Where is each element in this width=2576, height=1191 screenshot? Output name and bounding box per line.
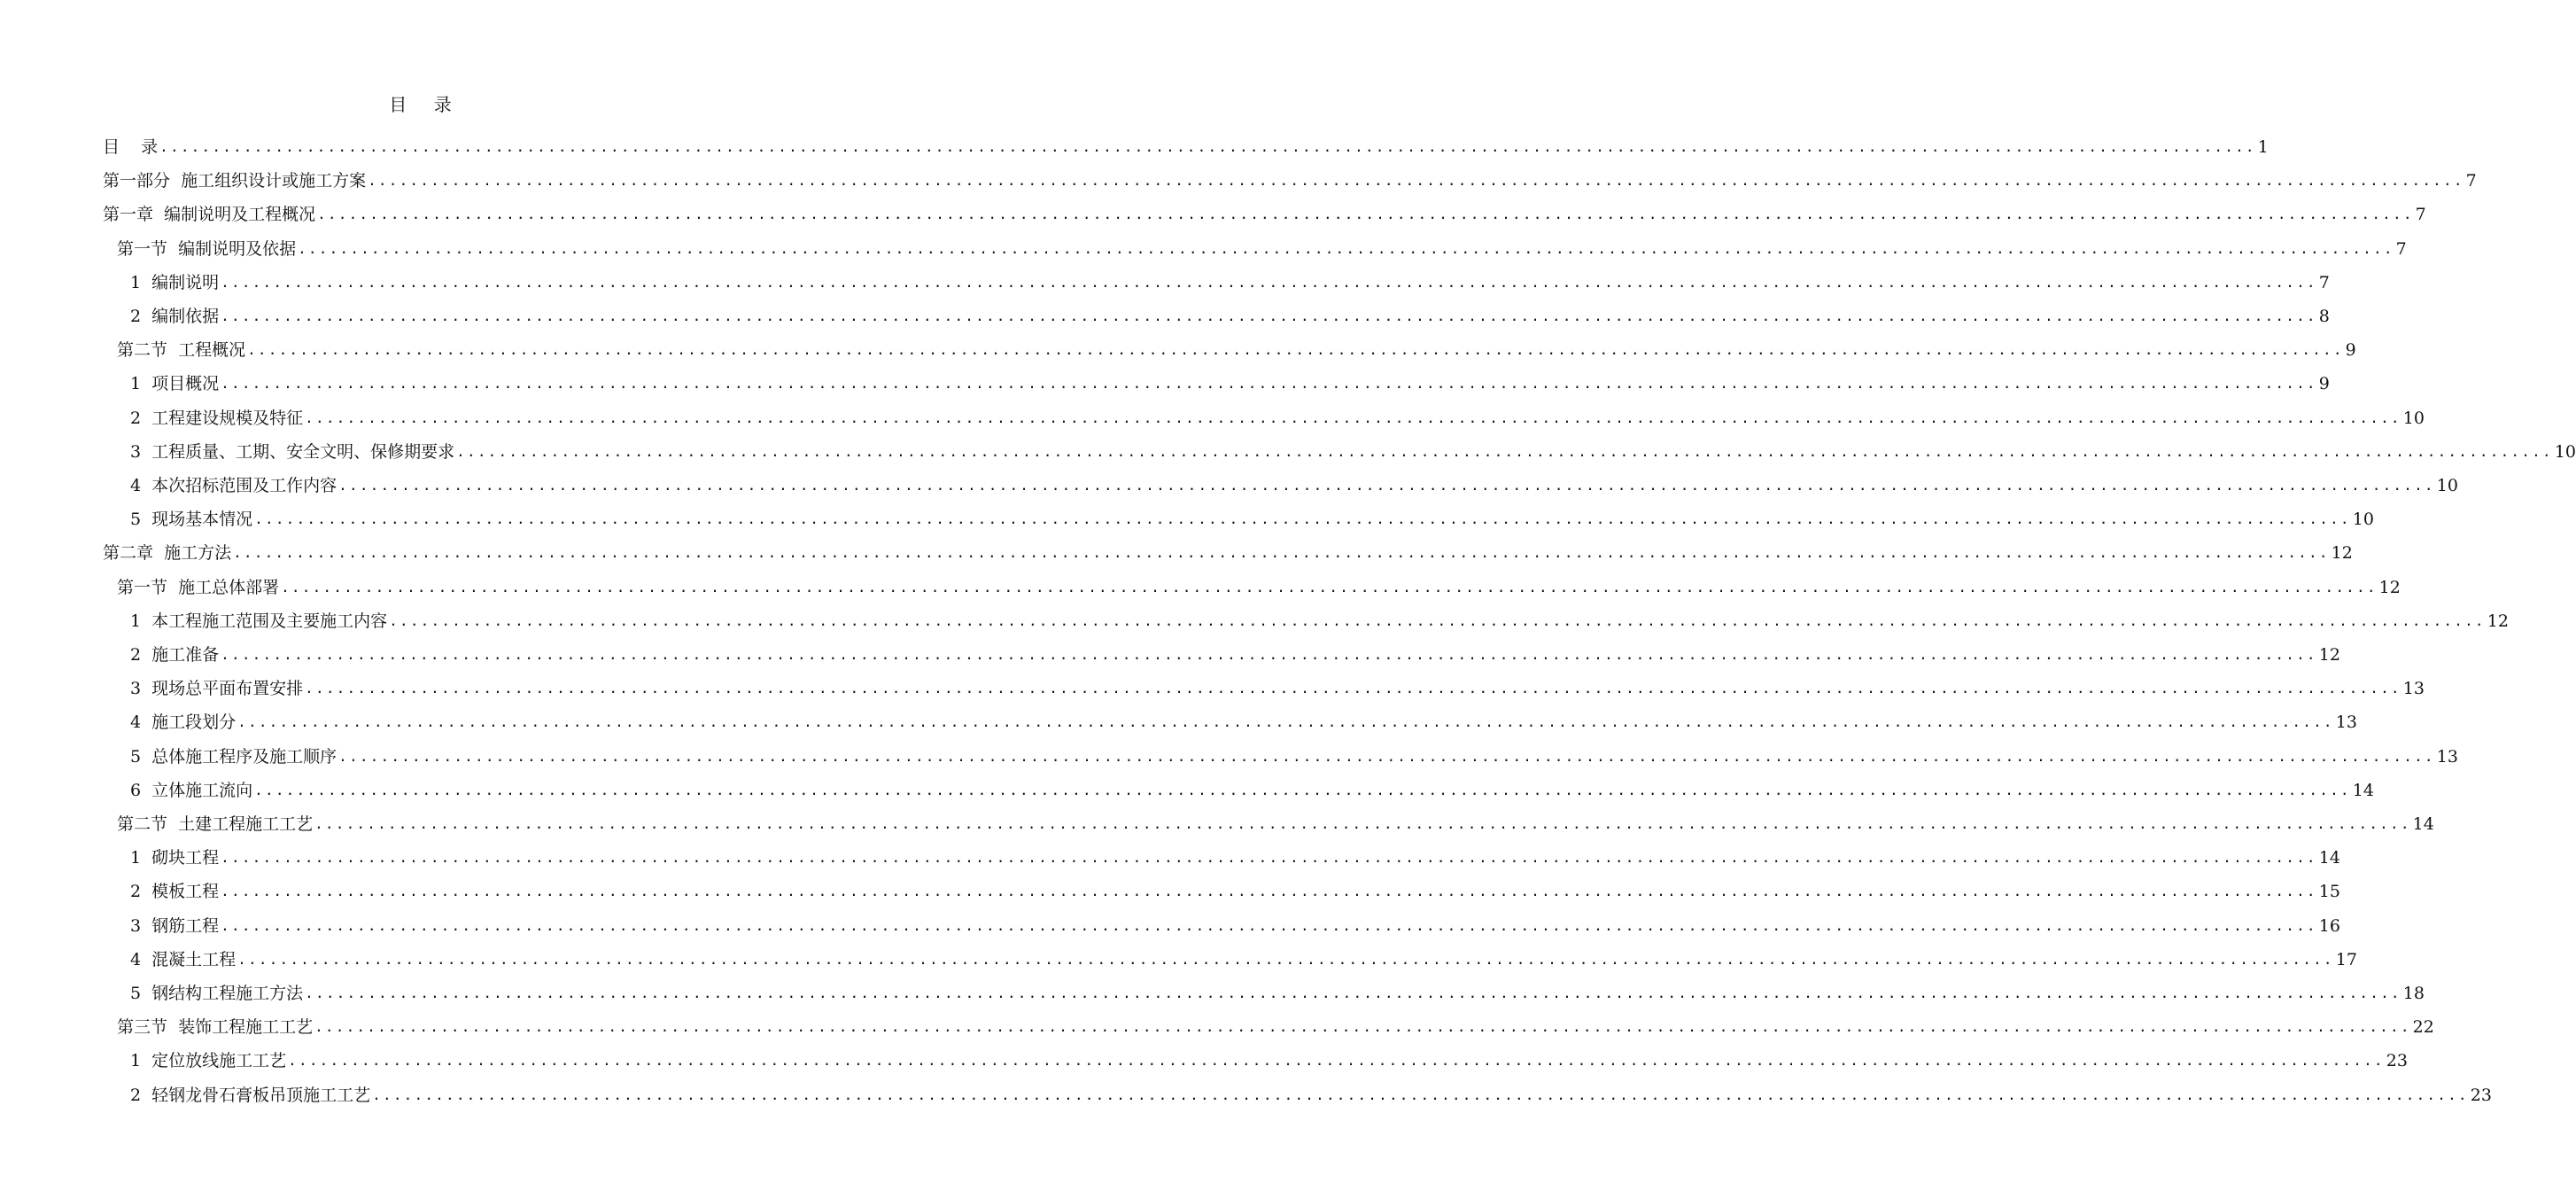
toc-entry-label: 4 施工段划分 <box>130 712 237 733</box>
toc-entry-page-number: 7 <box>2415 205 2426 225</box>
toc-entry-label: 3 钢筋工程 <box>130 915 220 936</box>
toc-entry-page-number: 12 <box>2487 611 2509 631</box>
toc-entry-label: 2 工程建设规模及特征 <box>130 408 304 428</box>
dot-leader: ........................................................................................................................................................................................................ <box>281 578 2378 596</box>
toc-entry[interactable] <box>130 938 2357 971</box>
toc-entry[interactable] <box>103 159 2477 192</box>
toc-entry[interactable] <box>130 396 2425 430</box>
toc-entry-label: 第一部分 施工组织设计或施工方案 <box>103 171 367 191</box>
toc-entry-page-number: 10 <box>2436 476 2458 495</box>
toc-entry-page-number: 8 <box>2318 307 2330 326</box>
toc-entry[interactable] <box>130 904 2340 938</box>
toc-entry[interactable] <box>130 463 2458 497</box>
toc-entry-label: 2 施工准备 <box>130 645 220 665</box>
dot-leader: ........................................................................................................................................................................................................ <box>317 206 2414 223</box>
toc-entry-page-number: 7 <box>2318 272 2330 292</box>
dot-leader: ........................................................................................................................................................................................................ <box>237 950 2334 968</box>
toc-entry[interactable] <box>130 869 2340 903</box>
toc-entry-page-number: 9 <box>2345 340 2356 361</box>
toc-entry-page-number: 13 <box>2335 712 2357 733</box>
toc-entry[interactable] <box>103 192 2426 226</box>
toc-entry-label: 第一节 编制说明及依据 <box>117 238 297 259</box>
toc-entry-label: 4 本次招标范围及工作内容 <box>130 476 338 495</box>
toc-entry-page-number: 10 <box>2554 441 2576 462</box>
dot-leader: ........................................................................................................................................................................................................ <box>288 1052 2385 1070</box>
dot-leader: ........................................................................................................................................................................................................ <box>305 680 2401 697</box>
toc-entry-label: 第三节 装饰工程施工工艺 <box>117 1017 314 1038</box>
toc-entry-page-number: 23 <box>2386 1051 2408 1071</box>
toc-entry-page-number: 13 <box>2436 746 2458 767</box>
dot-leader: ........................................................................................................................................................................................................ <box>254 510 2351 528</box>
toc-entry-label: 5 钢结构工程施工方法 <box>130 984 304 1003</box>
toc-entry[interactable] <box>103 125 2269 159</box>
toc-entry-page-number: 1 <box>2257 137 2269 157</box>
toc-entry[interactable] <box>117 227 2407 261</box>
toc-entry[interactable] <box>117 802 2434 836</box>
dot-leader: ........................................................................................................................................................................................................ <box>338 477 2435 494</box>
toc-entry-label: 第一节 施工总体部署 <box>117 577 280 597</box>
toc-entry-page-number: 22 <box>2412 1017 2434 1038</box>
dot-leader: ........................................................................................................................................................................................................ <box>237 713 2334 731</box>
dot-leader: ........................................................................................................................................................................................................ <box>456 442 2553 460</box>
toc-entry-label: 3 现场总平面布置安排 <box>130 679 304 699</box>
page-title: 目 录 <box>389 94 453 115</box>
toc-entry-page-number: 12 <box>2378 577 2401 597</box>
toc-entry-label: 5 总体施工程序及施工顺序 <box>130 746 338 767</box>
toc-entry-label: 1 砌块工程 <box>130 848 220 868</box>
toc-entry-label: 第二节 工程概况 <box>117 340 246 361</box>
toc-entry[interactable] <box>130 1073 2492 1107</box>
dot-leader: ........................................................................................................................................................................................................ <box>221 273 2317 291</box>
toc-entry-label: 2 轻钢龙骨石膏板吊顶施工工艺 <box>130 1085 371 1105</box>
toc-entry-label: 3 工程质量、工期、安全文明、保修期要求 <box>130 441 455 462</box>
toc-entry-page-number: 12 <box>2331 543 2353 564</box>
dot-leader: ........................................................................................................................................................................................................ <box>338 747 2435 765</box>
toc-entry-label: 目 录 <box>103 137 159 157</box>
dot-leader: ........................................................................................................................................................................................................ <box>221 646 2317 663</box>
dot-leader: ........................................................................................................................................................................................................ <box>233 544 2330 562</box>
toc-entry-page-number: 10 <box>2402 408 2425 428</box>
toc-entry[interactable] <box>130 971 2425 1005</box>
toc-entry[interactable] <box>103 531 2353 564</box>
toc-entry-label: 1 项目概况 <box>130 374 220 394</box>
toc-entry[interactable] <box>130 497 2374 531</box>
toc-entry[interactable] <box>130 1039 2408 1072</box>
dot-leader: ........................................................................................................................................................................................................ <box>298 239 2394 257</box>
toc-entry-label: 第二章 施工方法 <box>103 543 232 564</box>
dot-leader: ........................................................................................................................................................................................................ <box>221 307 2317 324</box>
toc-entry-page-number: 10 <box>2352 510 2374 530</box>
toc-entry-label: 2 编制依据 <box>130 307 220 326</box>
toc-entry[interactable] <box>130 599 2509 633</box>
dot-leader: ........................................................................................................................................................................................................ <box>221 375 2317 393</box>
toc-entry[interactable] <box>130 768 2374 802</box>
dot-leader: ........................................................................................................................................................................................................ <box>305 409 2401 426</box>
toc-entry[interactable] <box>130 430 2576 463</box>
toc-entry-label: 4 混凝土工程 <box>130 949 237 969</box>
toc-entry-page-number: 14 <box>2318 848 2340 868</box>
toc-entry-label: 第一章 编制说明及工程概况 <box>103 205 316 225</box>
dot-leader: ........................................................................................................................................................................................................ <box>221 916 2317 934</box>
toc-entry-page-number: 7 <box>2465 171 2477 191</box>
toc-entry-page-number: 16 <box>2318 915 2340 936</box>
dot-leader: ........................................................................................................................................................................................................ <box>389 611 2486 629</box>
toc-entry-page-number: 12 <box>2318 645 2340 665</box>
toc-entry-page-number: 17 <box>2335 949 2357 969</box>
toc-entry-label: 6 立体施工流向 <box>130 780 253 800</box>
dot-leader: ........................................................................................................................................................................................................ <box>159 138 2256 155</box>
toc-entry[interactable] <box>130 700 2357 734</box>
toc-entry[interactable] <box>117 565 2401 599</box>
toc-entry-label: 2 模板工程 <box>130 882 220 902</box>
toc-entry-page-number: 14 <box>2352 780 2374 800</box>
dot-leader: ........................................................................................................................................................................................................ <box>368 172 2464 190</box>
toc-entry-label: 第二节 土建工程施工工艺 <box>117 814 314 834</box>
dot-leader: ........................................................................................................................................................................................................ <box>305 985 2401 1001</box>
toc-entry-page-number: 9 <box>2318 374 2330 394</box>
dot-leader: ........................................................................................................................................................................................................ <box>221 883 2317 900</box>
toc-entry-label: 1 编制说明 <box>130 272 220 292</box>
dot-leader: ........................................................................................................................................................................................................ <box>372 1086 2469 1103</box>
toc-entry-label: 1 定位放线施工工艺 <box>130 1051 287 1071</box>
dot-leader: ........................................................................................................................................................................................................ <box>247 341 2344 359</box>
toc-entry[interactable] <box>130 294 2330 328</box>
toc-entry[interactable] <box>130 362 2330 395</box>
dot-leader: ........................................................................................................................................................................................................ <box>314 1018 2411 1036</box>
toc-entry-page-number: 23 <box>2470 1085 2492 1105</box>
toc-entry[interactable] <box>117 328 2356 362</box>
toc-entry-label: 5 现场基本情况 <box>130 510 253 530</box>
toc-entry[interactable] <box>130 836 2340 869</box>
toc-entry-page-number: 15 <box>2318 882 2340 902</box>
toc-entry[interactable] <box>130 261 2330 294</box>
dot-leader: ........................................................................................................................................................................................................ <box>314 815 2411 832</box>
toc-entry-label: 1 本工程施工范围及主要施工内容 <box>130 611 388 631</box>
toc-entry-page-number: 18 <box>2402 984 2425 1003</box>
toc-entry[interactable] <box>130 666 2425 700</box>
toc-entry[interactable] <box>130 735 2458 768</box>
dot-leader: ........................................................................................................................................................................................................ <box>221 849 2317 867</box>
toc-entry-page-number: 14 <box>2412 814 2434 834</box>
toc-entry-page-number: 7 <box>2395 238 2407 259</box>
toc-entry-page-number: 13 <box>2402 679 2425 699</box>
toc-entry[interactable] <box>117 1005 2434 1039</box>
toc-entry[interactable] <box>130 633 2340 666</box>
dot-leader: ........................................................................................................................................................................................................ <box>254 781 2351 798</box>
